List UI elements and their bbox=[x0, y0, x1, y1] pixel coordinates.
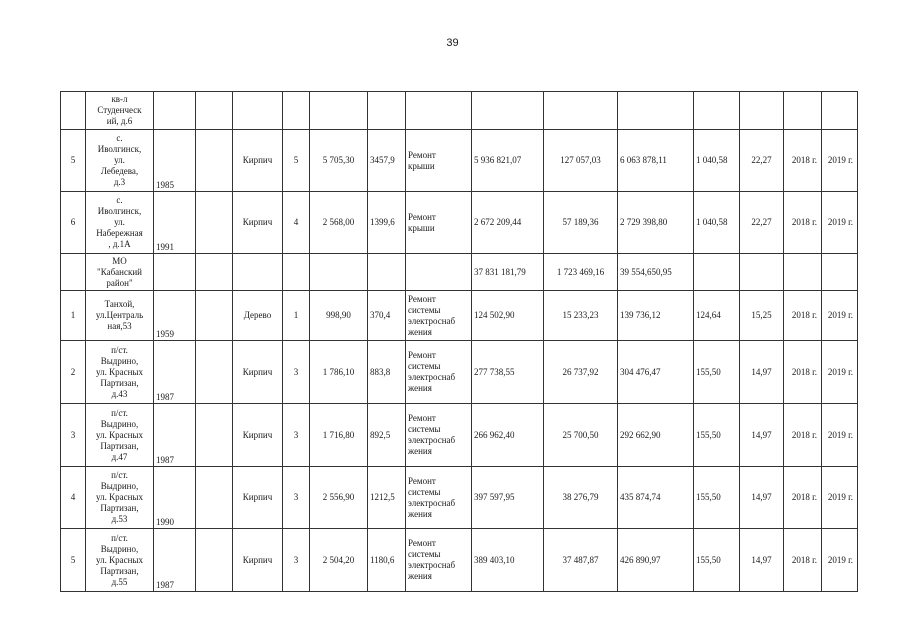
address-cell-line: ий, д.6 bbox=[106, 116, 133, 126]
address-cell bbox=[86, 467, 154, 529]
year-built-cell: 1985 bbox=[154, 130, 196, 192]
floors-cell: 3 bbox=[283, 341, 310, 404]
empty-cell bbox=[196, 254, 233, 291]
total-area-cell: 5 705,30 bbox=[310, 130, 368, 192]
address-cell-line: ул. Красных bbox=[96, 554, 143, 565]
address-cell-line: ул. Красных bbox=[96, 429, 143, 440]
table-row bbox=[61, 467, 858, 529]
total-area-cell: 1 716,80 bbox=[310, 404, 368, 467]
address-cell-line: Выдрино, bbox=[100, 543, 139, 554]
material-cell: Кирпич bbox=[233, 467, 283, 529]
cost-extra-cell: 37 487,87 bbox=[544, 529, 618, 592]
table-row bbox=[61, 404, 858, 467]
address-cell bbox=[86, 130, 154, 192]
start-year-cell: 2018 г. bbox=[784, 529, 822, 592]
work-type-cell-line: электроснаб bbox=[408, 315, 456, 326]
unit-cost-cell: 124,64 bbox=[694, 291, 740, 341]
living-area-cell: 883,8 bbox=[368, 341, 406, 404]
work-type-cell-line: жения bbox=[408, 383, 432, 393]
work-type-cell-line: электроснаб bbox=[408, 560, 456, 570]
cost-total-cell: 292 662,90 bbox=[618, 404, 694, 467]
address-cell-line: Выдрино, bbox=[100, 418, 139, 429]
row-number: 6 bbox=[61, 192, 86, 254]
address-cell-line: с. bbox=[116, 195, 123, 205]
address-cell-line: , д.1А bbox=[108, 239, 131, 249]
start-year-cell: 2018 г. bbox=[784, 404, 822, 467]
row-number: 5 bbox=[61, 130, 86, 192]
material-cell bbox=[233, 92, 283, 130]
work-type-cell-line: Ремонт bbox=[408, 413, 436, 423]
unit-cost-cell: 155,50 bbox=[694, 341, 740, 404]
address-cell-line: Танхой, bbox=[104, 299, 135, 309]
work-type-cell-line: жения bbox=[408, 446, 432, 456]
end-year-cell: 2019 г. bbox=[822, 404, 858, 467]
material-cell bbox=[233, 254, 283, 291]
end-year-cell: 2019 г. bbox=[822, 341, 858, 404]
address-cell-line: кв-л bbox=[111, 94, 128, 104]
cost-total-cell: 2 729 398,80 bbox=[618, 192, 694, 254]
cost-cell: 2 672 209,44 bbox=[472, 192, 544, 254]
capital-repair-table bbox=[60, 91, 858, 592]
empty-cell bbox=[196, 192, 233, 254]
material-cell: Кирпич bbox=[233, 130, 283, 192]
cost-cell bbox=[472, 92, 544, 130]
cost-extra-cell bbox=[544, 92, 618, 130]
table-body bbox=[61, 92, 858, 592]
address-cell-line: ул. Красных bbox=[96, 366, 143, 377]
ratio-cell: 14,97 bbox=[740, 404, 784, 467]
cost-cell: 266 962,40 bbox=[472, 404, 544, 467]
address-cell-line: Партизан, bbox=[100, 377, 139, 388]
cost-extra-cell: 38 276,79 bbox=[544, 467, 618, 529]
total-area-cell: 2 504,20 bbox=[310, 529, 368, 592]
work-type-cell-line: Ремонт bbox=[408, 293, 436, 304]
work-type-cell bbox=[406, 467, 472, 529]
floors-cell: 3 bbox=[283, 467, 310, 529]
work-type-cell-line: системы bbox=[408, 304, 441, 315]
work-type-cell-line: жения bbox=[408, 571, 432, 581]
address-cell-line: Иволгинск, bbox=[97, 144, 142, 154]
end-year-cell: 2019 г. bbox=[822, 529, 858, 592]
work-type-cell-line: жения bbox=[408, 508, 432, 519]
address-cell-line: Студенческ bbox=[97, 105, 142, 115]
cost-extra-cell: 127 057,03 bbox=[544, 130, 618, 192]
table-row bbox=[61, 92, 858, 130]
cost-extra-cell: 57 189,36 bbox=[544, 192, 618, 254]
work-type-cell bbox=[406, 341, 472, 404]
living-area-cell: 1399,6 bbox=[368, 192, 406, 254]
year-built-cell: 1990 bbox=[154, 467, 196, 529]
work-type-cell-line: системы bbox=[408, 549, 441, 559]
cost-cell: 37 831 181,79 bbox=[472, 254, 544, 291]
work-type-cell-line: жения bbox=[408, 326, 432, 337]
address-cell-line: МО bbox=[112, 255, 127, 266]
ratio-cell bbox=[740, 254, 784, 291]
cost-total-cell: 426 890,97 bbox=[618, 529, 694, 592]
address-cell-line: д.53 bbox=[111, 514, 128, 524]
work-type-cell-line: Ремонт bbox=[408, 475, 436, 486]
total-area-cell: 1 786,10 bbox=[310, 341, 368, 404]
unit-cost-cell: 155,50 bbox=[694, 467, 740, 529]
living-area-cell: 1212,5 bbox=[368, 467, 406, 529]
unit-cost-cell: 1 040,58 bbox=[694, 130, 740, 192]
year-built-cell bbox=[154, 254, 196, 291]
end-year-cell bbox=[822, 92, 858, 130]
year-built-cell: 1987 bbox=[154, 529, 196, 592]
cost-total-cell: 435 874,74 bbox=[618, 467, 694, 529]
work-type-cell-line: системы bbox=[408, 361, 441, 371]
total-area-cell: 998,90 bbox=[310, 291, 368, 341]
address-cell-line: район" bbox=[106, 277, 133, 288]
material-cell: Кирпич bbox=[233, 192, 283, 254]
year-built-cell bbox=[154, 92, 196, 130]
cost-cell: 397 597,95 bbox=[472, 467, 544, 529]
cost-cell: 124 502,90 bbox=[472, 291, 544, 341]
address-cell-line: "Кабанский bbox=[97, 266, 142, 277]
ratio-cell: 22,27 bbox=[740, 192, 784, 254]
unit-cost-cell: 1 040,58 bbox=[694, 192, 740, 254]
unit-cost-cell: 155,50 bbox=[694, 529, 740, 592]
table-row bbox=[61, 341, 858, 404]
ratio-cell bbox=[740, 92, 784, 130]
year-built-cell: 1959 bbox=[154, 291, 196, 341]
work-type-cell bbox=[406, 130, 472, 192]
cost-extra-cell: 25 700,50 bbox=[544, 404, 618, 467]
empty-cell bbox=[196, 92, 233, 130]
ratio-cell: 15,25 bbox=[740, 291, 784, 341]
table-row bbox=[61, 130, 858, 192]
work-type-cell-line: электроснаб bbox=[408, 497, 456, 508]
floors-cell: 5 bbox=[283, 130, 310, 192]
table-row bbox=[61, 529, 858, 592]
year-built-cell: 1987 bbox=[154, 341, 196, 404]
year-built-cell: 1987 bbox=[154, 404, 196, 467]
start-year-cell: 2018 г. bbox=[784, 291, 822, 341]
address-cell-line: ул. bbox=[114, 155, 125, 165]
floors-cell: 3 bbox=[283, 529, 310, 592]
address-cell bbox=[86, 529, 154, 592]
living-area-cell bbox=[368, 92, 406, 130]
start-year-cell: 2018 г. bbox=[784, 130, 822, 192]
total-area-cell bbox=[310, 254, 368, 291]
address-cell-line: п/ст. bbox=[111, 407, 128, 418]
empty-cell bbox=[196, 529, 233, 592]
address-cell-line: д.55 bbox=[111, 576, 128, 587]
work-type-cell bbox=[406, 192, 472, 254]
work-type-cell-line: системы bbox=[408, 424, 441, 434]
address-cell-line: Лебедева, bbox=[100, 166, 139, 176]
cost-cell: 5 936 821,07 bbox=[472, 130, 544, 192]
empty-cell bbox=[196, 130, 233, 192]
address-cell-line: Партизан, bbox=[100, 565, 139, 576]
work-type-cell-line: Ремонт bbox=[408, 211, 436, 222]
table-row bbox=[61, 254, 858, 291]
address-cell-line: ная,53 bbox=[107, 321, 132, 331]
start-year-cell: 2018 г. bbox=[784, 192, 822, 254]
cost-total-cell bbox=[618, 92, 694, 130]
address-cell bbox=[86, 341, 154, 404]
address-cell-line: ул.Централь bbox=[95, 310, 144, 320]
row-number: 2 bbox=[61, 341, 86, 404]
row-number bbox=[61, 254, 86, 291]
address-cell-line: п/ст. bbox=[111, 344, 128, 355]
address-cell-line: д.43 bbox=[111, 388, 128, 399]
living-area-cell bbox=[368, 254, 406, 291]
row-number bbox=[61, 92, 86, 130]
row-number: 5 bbox=[61, 529, 86, 592]
work-type-cell-line: электроснаб bbox=[408, 372, 456, 382]
address-cell-line: д.47 bbox=[111, 451, 128, 462]
material-cell: Кирпич bbox=[233, 341, 283, 404]
address-cell-line: Выдрино, bbox=[100, 481, 139, 491]
address-cell-line: Выдрино, bbox=[100, 355, 139, 366]
work-type-cell-line: Ремонт bbox=[408, 350, 436, 360]
cost-extra-cell: 26 737,92 bbox=[544, 341, 618, 404]
address-cell-line: Набережная bbox=[96, 228, 143, 238]
address-cell-line: с. bbox=[116, 133, 123, 143]
cost-total-cell: 39 554,650,95 bbox=[618, 254, 694, 291]
row-number: 1 bbox=[61, 291, 86, 341]
floors-cell: 1 bbox=[283, 291, 310, 341]
address-cell bbox=[86, 404, 154, 467]
total-area-cell: 2 568,00 bbox=[310, 192, 368, 254]
address-cell-line: п/ст. bbox=[111, 532, 128, 543]
work-type-cell-line: Ремонт bbox=[408, 149, 436, 160]
start-year-cell bbox=[784, 254, 822, 291]
table-row bbox=[61, 291, 858, 341]
cost-cell: 277 738,55 bbox=[472, 341, 544, 404]
address-cell-line: д.3 bbox=[113, 177, 126, 187]
ratio-cell: 14,97 bbox=[740, 341, 784, 404]
work-type-cell-line: крыши bbox=[408, 160, 435, 171]
address-cell-line: п/ст. bbox=[111, 470, 128, 480]
living-area-cell: 1180,6 bbox=[368, 529, 406, 592]
address-cell-line: Партизан, bbox=[100, 440, 139, 451]
living-area-cell: 892,5 bbox=[368, 404, 406, 467]
address-cell bbox=[86, 254, 154, 291]
address-cell bbox=[86, 92, 154, 130]
table-row bbox=[61, 192, 858, 254]
year-built-cell: 1991 bbox=[154, 192, 196, 254]
end-year-cell: 2019 г. bbox=[822, 130, 858, 192]
floors-cell: 4 bbox=[283, 192, 310, 254]
unit-cost-cell: 155,50 bbox=[694, 404, 740, 467]
material-cell: Кирпич bbox=[233, 529, 283, 592]
material-cell: Дерево bbox=[233, 291, 283, 341]
start-year-cell: 2018 г. bbox=[784, 467, 822, 529]
material-cell: Кирпич bbox=[233, 404, 283, 467]
living-area-cell: 370,4 bbox=[368, 291, 406, 341]
work-type-cell-line: электроснаб bbox=[408, 435, 456, 445]
address-cell-line: Партизан, bbox=[100, 503, 139, 513]
start-year-cell: 2018 г. bbox=[784, 341, 822, 404]
floors-cell: 3 bbox=[283, 404, 310, 467]
work-type-cell bbox=[406, 404, 472, 467]
cost-extra-cell: 1 723 469,16 bbox=[544, 254, 618, 291]
cost-cell: 389 403,10 bbox=[472, 529, 544, 592]
cost-total-cell: 139 736,12 bbox=[618, 291, 694, 341]
start-year-cell bbox=[784, 92, 822, 130]
work-type-cell bbox=[406, 92, 472, 130]
end-year-cell bbox=[822, 254, 858, 291]
work-type-cell-line: системы bbox=[408, 486, 441, 497]
ratio-cell: 14,97 bbox=[740, 467, 784, 529]
row-number: 3 bbox=[61, 404, 86, 467]
address-cell-line: Иволгинск, bbox=[97, 206, 142, 216]
ratio-cell: 22,27 bbox=[740, 130, 784, 192]
empty-cell bbox=[196, 291, 233, 341]
floors-cell bbox=[283, 254, 310, 291]
address-cell-line: ул. Красных bbox=[96, 492, 143, 502]
living-area-cell: 3457,9 bbox=[368, 130, 406, 192]
unit-cost-cell bbox=[694, 254, 740, 291]
address-cell bbox=[86, 291, 154, 341]
cost-extra-cell: 15 233,23 bbox=[544, 291, 618, 341]
empty-cell bbox=[196, 467, 233, 529]
total-area-cell bbox=[310, 92, 368, 130]
work-type-cell bbox=[406, 291, 472, 341]
total-area-cell: 2 556,90 bbox=[310, 467, 368, 529]
ratio-cell: 14,97 bbox=[740, 529, 784, 592]
floors-cell bbox=[283, 92, 310, 130]
end-year-cell: 2019 г. bbox=[822, 192, 858, 254]
work-type-cell bbox=[406, 254, 472, 291]
end-year-cell: 2019 г. bbox=[822, 291, 858, 341]
work-type-cell-line: Ремонт bbox=[408, 538, 436, 548]
empty-cell bbox=[196, 404, 233, 467]
row-number: 4 bbox=[61, 467, 86, 529]
address-cell bbox=[86, 192, 154, 254]
cost-total-cell: 6 063 878,11 bbox=[618, 130, 694, 192]
work-type-cell bbox=[406, 529, 472, 592]
unit-cost-cell bbox=[694, 92, 740, 130]
cost-total-cell: 304 476,47 bbox=[618, 341, 694, 404]
page-number: 39 bbox=[446, 37, 459, 49]
address-cell-line: ул. bbox=[114, 217, 125, 227]
work-type-cell-line: крыши bbox=[408, 222, 435, 233]
end-year-cell: 2019 г. bbox=[822, 467, 858, 529]
empty-cell bbox=[196, 341, 233, 404]
